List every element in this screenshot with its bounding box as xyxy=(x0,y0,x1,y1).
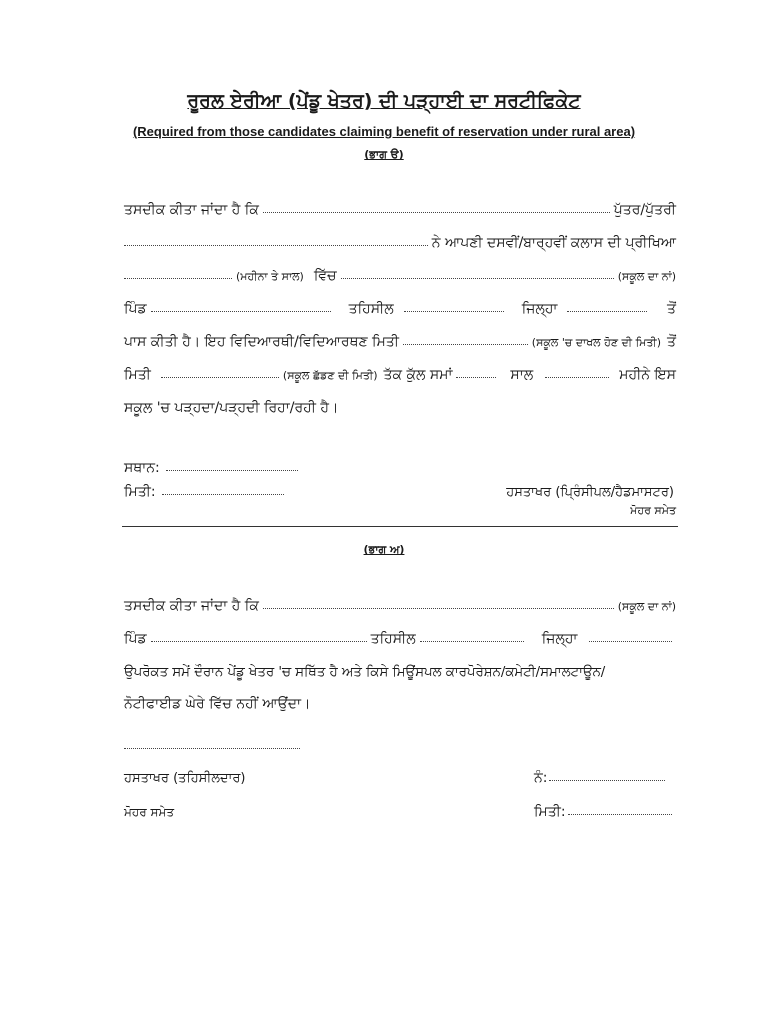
in-label: ਵਿੱਚ xyxy=(313,268,337,284)
number-row xyxy=(534,764,669,786)
district-label-b: ਜਿਲ੍ਹਾ xyxy=(541,631,578,647)
month-year-blank[interactable] xyxy=(124,277,232,279)
from-label: ਤੋਂ xyxy=(667,301,676,317)
date-label-b: ਮਿਤੀ: xyxy=(534,804,566,820)
school-name-blank-b[interactable] xyxy=(263,607,614,609)
total-time-label: ਤੱਕ ਕੁੱਲ ਸਮਾਂ xyxy=(383,367,453,383)
studied-text: ਸਕੂਲ 'ਚ ਪੜ੍ਹਦਾ/ਪੜ੍ਹਦੀ ਰਿਹਾ/ਰਹੀ ਹੈ। xyxy=(124,400,339,416)
leaving-date-blank[interactable] xyxy=(161,376,279,378)
admission-date-label: (ਸਕੂਲ 'ਚ ਦਾਖਲ ਹੋਣ ਦੀ ਮਿਤੀ) xyxy=(531,336,662,349)
school-name-label: (ਸਕੂਲ ਦਾ ਨਾਂ) xyxy=(617,270,676,283)
part-b-line-1 xyxy=(124,590,676,614)
place-row xyxy=(124,454,302,476)
part-a-line-2 xyxy=(124,227,676,251)
tehsil-label: ਤਹਿਸੀਲ xyxy=(348,301,394,317)
years-label: ਸਾਲ xyxy=(510,367,534,383)
certificate-subtitle: (Required from those candidates claiming benefit of reservation under rural area) xyxy=(132,124,636,139)
son-daughter-label: ਪੁੱਤਰ/ਪੁੱਤਰੀ xyxy=(613,202,676,218)
section-divider xyxy=(122,526,678,527)
tehsil-blank[interactable] xyxy=(404,310,504,312)
tehsil-label-b: ਤਹਿਸੀਲ xyxy=(370,631,416,647)
part-b-line-3 xyxy=(124,656,676,680)
school-name-label-b: (ਸਕੂਲ ਦਾ ਨਾਂ) xyxy=(617,600,676,613)
part-b-line-4 xyxy=(124,688,676,712)
passed-text: ਪਾਸ ਕੀਤੀ ਹੈ। ਇਹ ਵਿਦਿਆਰਥੀ/ਵਿਦਿਆਰਥਣ ਮਿਤੀ xyxy=(124,334,399,350)
tehsil-blank-b[interactable] xyxy=(420,640,524,642)
date-blank-b[interactable] xyxy=(568,813,672,815)
place-label: ਸਥਾਨ: xyxy=(124,460,160,476)
part-a-line-1 xyxy=(124,194,676,218)
exam-text: ਨੇ ਆਪਣੀ ਦਸਵੀਂ/ਬਾਰ੍ਹਵੀਂ ਕਲਾਸ ਦੀ ਪ੍ਰੀਖਿਆ xyxy=(431,235,676,251)
leaving-date-label: (ਸਕੂਲ ਛੱਡਣ ਦੀ ਮਿਤੀ) xyxy=(282,369,378,382)
date-row-b xyxy=(534,798,676,820)
district-blank[interactable] xyxy=(567,310,647,312)
tehsildar-signature-label: ਹਸਤਾਖਰ (ਤਹਿਸੀਲਦਾਰ) xyxy=(124,771,246,786)
principal-seal: ਮੋਹਰ ਸਮੇਤ xyxy=(630,504,676,517)
date-label-inline: ਮਿਤੀ xyxy=(124,367,151,383)
principal-signature: ਹਸਤਾਖਰ (ਪ੍ਰਿੰਸੀਪਲ/ਹੈਡਮਾਸਟਰ) xyxy=(506,485,674,500)
village-label-b: ਪਿੰਡ xyxy=(124,631,147,647)
tehsildar-signature-row xyxy=(124,734,304,754)
date-label: ਮਿਤੀ: xyxy=(124,484,156,500)
part-a-heading: (ਭਾਗ ੳ) xyxy=(364,148,404,161)
part-a-line-7 xyxy=(124,392,676,416)
months-label: ਮਹੀਨੇ ਇਸ xyxy=(619,367,676,383)
district-label: ਜਿਲ੍ਹਾ xyxy=(521,301,558,317)
part-a-line-6 xyxy=(124,359,676,383)
date-row xyxy=(124,478,288,500)
place-blank[interactable] xyxy=(166,469,298,471)
village-label: ਪਿੰਡ xyxy=(124,301,147,317)
parent-name-blank[interactable] xyxy=(124,244,428,246)
from-label-2: ਤੋਂ xyxy=(667,334,676,350)
certified-text-b: ਤਸਦੀਕ ਕੀਤਾ ਜਾਂਦਾ ਹੈ ਕਿ xyxy=(124,598,259,614)
certified-text: ਤਸਦੀਕ ਕੀਤਾ ਜਾਂਦਾ ਹੈ ਕਿ xyxy=(124,202,259,218)
tehsildar-signature-blank[interactable] xyxy=(124,747,300,749)
part-a-line-5 xyxy=(124,326,676,350)
part-a-line-4 xyxy=(124,293,676,317)
school-name-blank[interactable] xyxy=(341,277,614,279)
tehsildar-seal-label: ਮੋਹਰ ਸਮੇਤ xyxy=(124,805,175,819)
part-b-heading: (ਭਾਗ ਅ) xyxy=(363,543,405,556)
district-blank-b[interactable] xyxy=(589,640,672,642)
admission-date-blank[interactable] xyxy=(403,343,528,345)
village-blank[interactable] xyxy=(151,310,331,312)
village-blank-b[interactable] xyxy=(151,640,367,642)
number-blank[interactable] xyxy=(549,779,665,781)
month-year-label: (ਮਹੀਨਾ ਤੇ ਸਾਲ) xyxy=(236,270,304,283)
part-a-line-3 xyxy=(124,260,676,284)
date-blank[interactable] xyxy=(162,493,284,495)
months-blank[interactable] xyxy=(545,376,609,378)
name-blank[interactable] xyxy=(263,211,610,213)
total-time-blank[interactable] xyxy=(456,376,496,378)
notified-area-text: ਨੋਟੀਫਾਈਡ ਘੇਰੇ ਵਿੱਚ ਨਹੀਂ ਆਉਂਦਾ। xyxy=(124,696,311,712)
rural-area-text: ਉਪਰੋਕਤ ਸਮੇਂ ਦੌਰਾਨ ਪੇਂਡੂ ਖੇਤਰ 'ਚ ਸਥਿੱਤ ਹੈ ਅਤੇ ਕਿਸੇ ਮਿਊਂਸਪਲ ਕਾਰਪੋਰੇਸ਼ਨ/ਕਮੇਟੀ/ਸਮਾਲਟਾਊਨ/ xyxy=(124,665,606,680)
number-label: ਨੰ: xyxy=(534,770,548,786)
certificate-title: ਰੂਰਲ ਏਰੀਆ (ਪੇਂਡੂ ਖੇਤਰ) ਦੀ ਪੜ੍ਹਾਈ ਦਾ ਸਰਟੀਫਿਕੇਟ xyxy=(187,90,581,112)
part-b-line-2 xyxy=(124,623,676,647)
